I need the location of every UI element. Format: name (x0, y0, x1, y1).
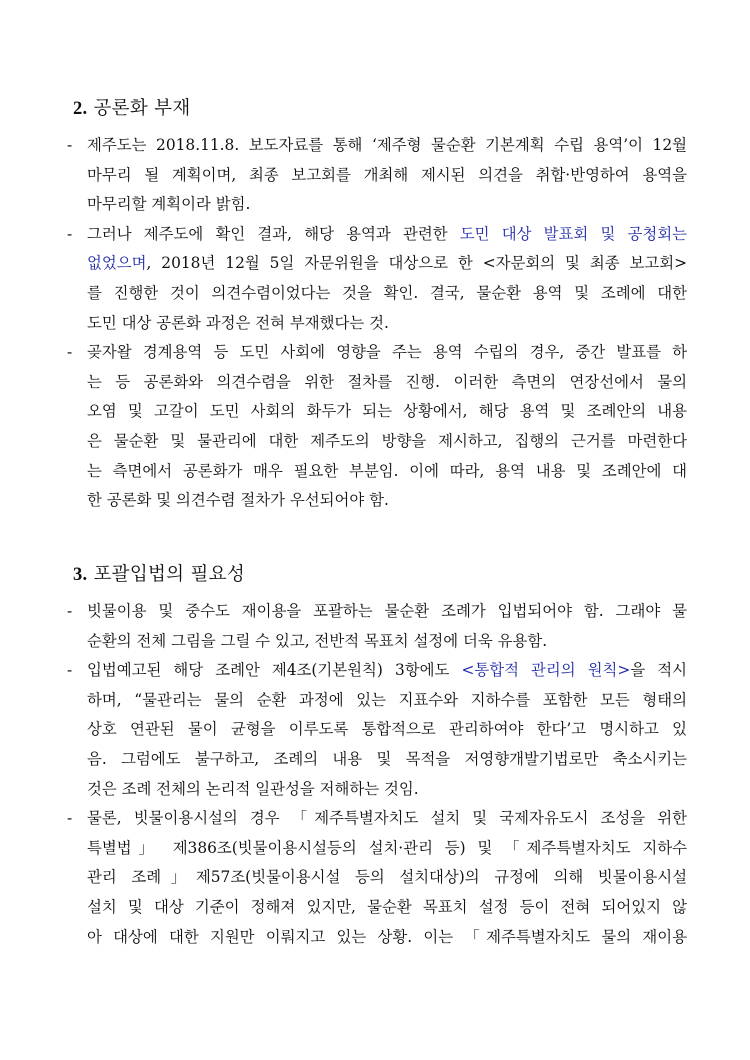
bullet-dash: - (67, 224, 73, 243)
bullet-dash: - (67, 661, 73, 680)
bullet-dash: - (67, 809, 73, 828)
text-line: 는 측면에서 공론화가 매우 필요한 부분임. 이에 따라, 용역 내용 및 조례안에 대 (87, 461, 687, 480)
highlighted-text: 도민 대상 발표회 및 공청회는 (459, 224, 687, 243)
text-line: 곶자왈 경계용역 등 도민 사회에 영향을 주는 용역 수립의 경우, 중간 발표를 하 (87, 343, 687, 362)
text-line: 제주도는 2018.11.8. 보도자료를 통해 ‘제주형 물순환 기본계획 수립 용역’이 12월 (87, 136, 687, 154)
bullet-dash: - (67, 136, 73, 154)
bullet-item (67, 220, 687, 338)
text-line: 하며, “물관리는 물의 순환 과정에 있는 지표수와 지하수를 포함한 모든 형태의 (87, 690, 687, 709)
text-line: 를 진행한 것이 의견수렴이었다는 것을 확인. 결국, 물순환 용역 및 조례에 대한 (87, 283, 687, 302)
bullet-item (67, 804, 687, 952)
text-line: 아 대상에 대한 지원만 이뤄지고 있는 상황. 이는 「제주특별자치도 물의 재이용 (87, 927, 687, 946)
text-segment: , 2018년 12월 5일 자문위원을 대상으로 한 <자문회의 및 최종 보고회> (146, 254, 687, 273)
section-heading (73, 96, 687, 122)
bullet-item (67, 656, 687, 804)
text-line: 설치 및 대상 기준이 정해져 있지만, 물순환 목표치 설정 등이 전혀 되어있지 않 (87, 897, 687, 916)
text-segment: 그러나 제주도에 확인 결과, 해당 용역과 관련한 (87, 224, 460, 243)
section-title: 포괄입법의 필요성 (93, 564, 246, 585)
section-heading (73, 562, 687, 588)
bullet-item (67, 131, 687, 220)
text-line: 빗물이용 및 중수도 재이용을 포괄하는 물순환 조례가 입법되어야 함. 그래야 물 (87, 602, 687, 620)
highlighted-text: 없었으며 (87, 254, 147, 273)
text-segment: 입법예고된 해당 조례안 제4조(기본원칙) 3항에도 (87, 661, 462, 680)
text-line: 순환의 전체 그림을 그릴 수 있고, 전반적 목표치 설정에 더욱 유용함. (87, 631, 548, 650)
text-line (87, 220, 687, 250)
bullet-item (67, 597, 687, 656)
text-line (87, 249, 687, 279)
section-comprehensive-legislation (67, 562, 687, 952)
text-line: 상호 연관된 물이 균형을 이루도록 통합적으로 관리하여야 한다’고 명시하고 있 (87, 720, 687, 739)
text-line: 물론, 빗물이용시설의 경우 「제주특별자치도 설치 및 국제자유도시 조성을 위한 (87, 809, 687, 828)
highlighted-text: <통합적 관리의 원칙> (461, 661, 631, 680)
section-number: 2. (73, 99, 88, 119)
text-line: 특별법」 제386조(빗물이용시설등의 설치·관리 등) 및 「제주특별자치도 지하수 (87, 838, 687, 857)
bullet-item (67, 338, 687, 516)
section-number: 3. (73, 565, 88, 585)
bullet-dash: - (67, 343, 73, 362)
text-line: 한 공론화 및 의견수렴 절차가 우선되어야 함. (87, 491, 389, 510)
text-segment: 을 적시 (630, 661, 687, 680)
section-public-discussion (67, 96, 687, 516)
text-line: 것은 조례 전체의 논리적 일관성을 저해하는 것임. (87, 779, 419, 798)
text-line: 도민 대상 공론화 과정은 전혀 부재했다는 것. (87, 313, 389, 332)
bullet-dash: - (67, 602, 73, 620)
text-line: 관리 조례」제57조(빗물이용시설 등의 설치대상)의 규정에 의해 빗물이용시설 (87, 868, 687, 887)
text-line: 은 물순환 및 물관리에 대한 제주도의 방향을 제시하고, 집행의 근거를 마련한다 (87, 431, 687, 450)
text-line: 오염 및 고갈이 도민 사회의 화두가 되는 상황에서, 해당 용역 및 조례안의 내용 (87, 402, 687, 421)
text-line: 마무리 될 계획이며, 최종 보고회를 개최해 제시된 의견을 취합·반영하여 용역을 (87, 165, 687, 184)
text-line: 마무리할 계획이라 밝힘. (87, 195, 251, 214)
section-title: 공론화 부재 (93, 98, 191, 119)
text-line (87, 656, 687, 686)
text-line: 는 등 공론화와 의견수렴을 위한 절차를 진행. 이러한 측면의 연장선에서 물의 (87, 372, 687, 391)
text-line: 음. 그럼에도 불구하고, 조례의 내용 및 목적을 저영향개발기법로만 축소시키는 (87, 749, 687, 768)
